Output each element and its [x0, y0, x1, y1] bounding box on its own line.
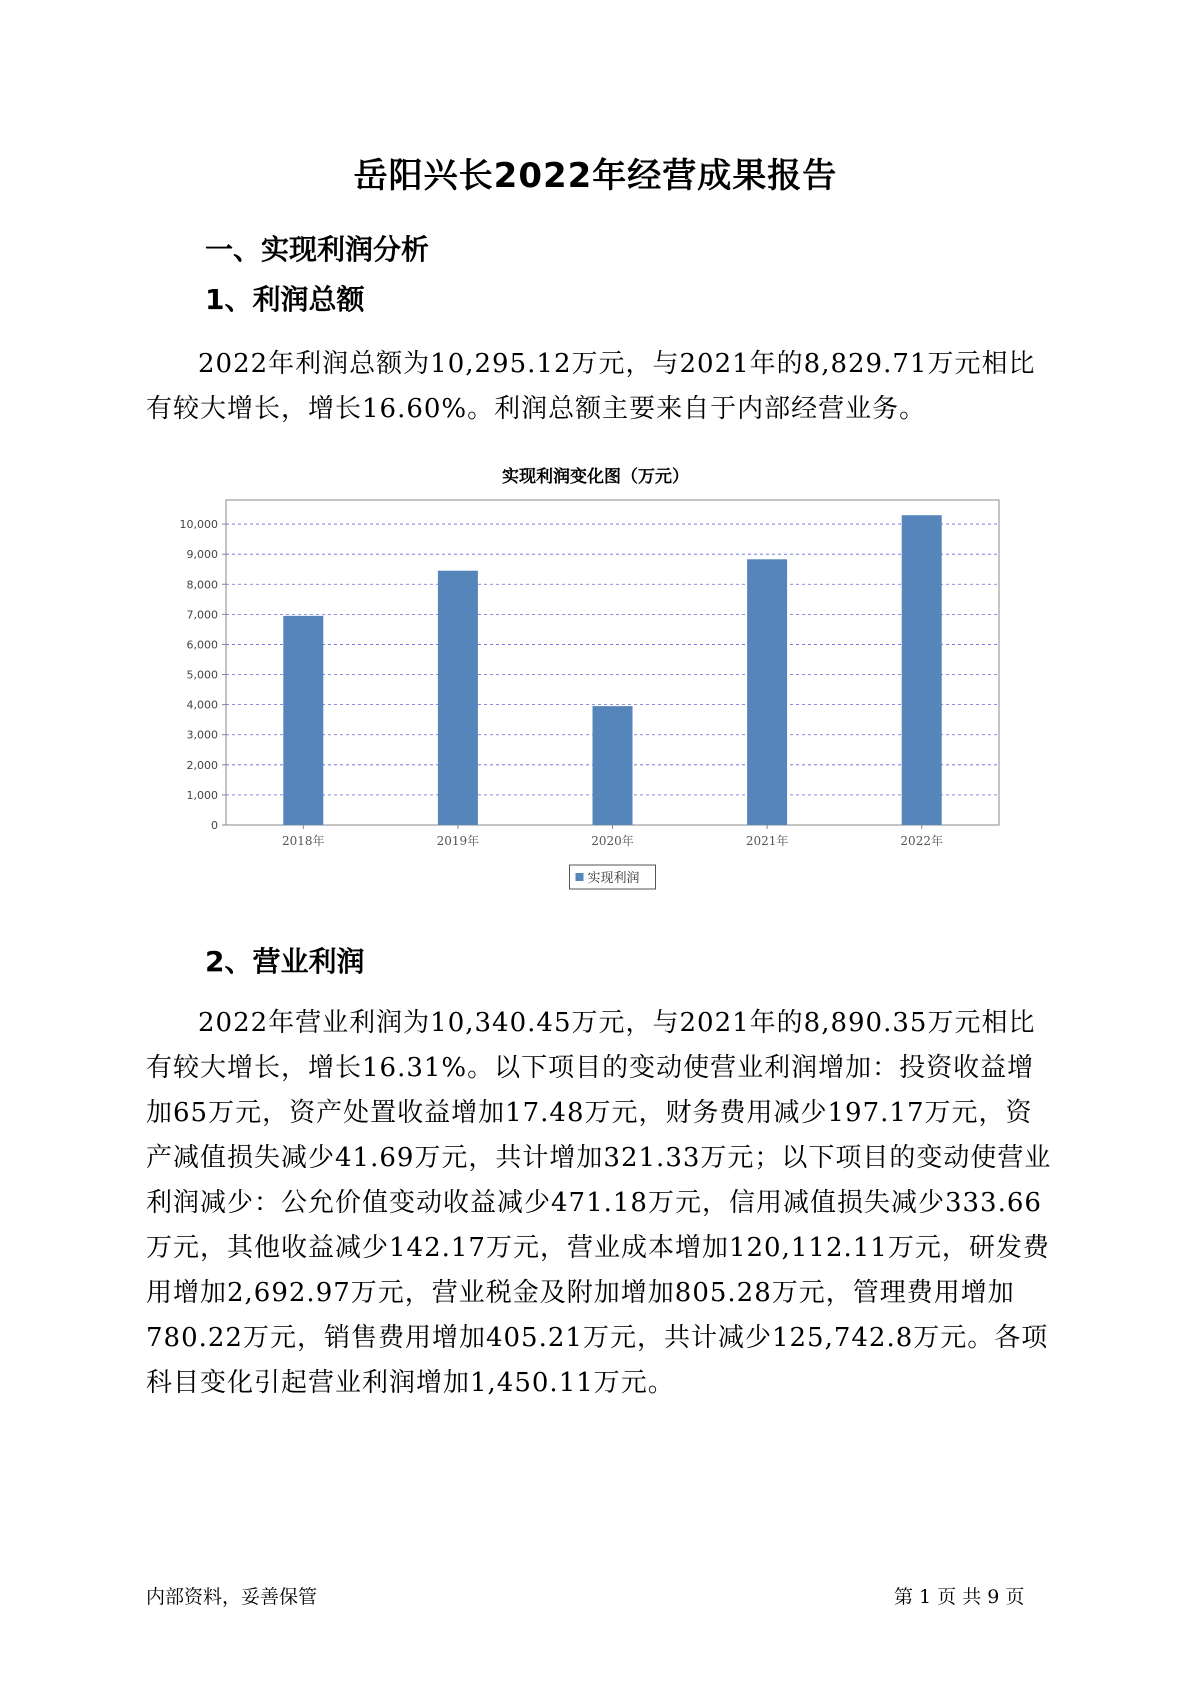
x-tick-label: 2020年	[591, 834, 634, 848]
bar	[747, 559, 787, 825]
y-tick-label: 1,000	[186, 788, 218, 802]
x-tick-label: 2018年	[282, 834, 325, 848]
footer-confidential-note: 内部资料，妥善保管	[146, 1586, 318, 1608]
y-tick-label: 2,000	[186, 758, 218, 772]
y-tick-label: 3,000	[186, 728, 218, 742]
legend-label: 实现利润	[587, 871, 640, 886]
bar	[902, 515, 942, 825]
bar	[283, 616, 323, 825]
document-title: 岳阳兴长2022年经营成果报告	[353, 156, 838, 196]
bar-chart	[160, 490, 1030, 910]
x-tick-label: 2022年	[900, 834, 943, 848]
bar	[593, 706, 633, 825]
y-tick-label: 9,000	[186, 548, 218, 562]
page-number: 第 1 页 共 9 页	[894, 1586, 1025, 1608]
y-tick-label: 8,000	[186, 578, 218, 592]
y-tick-label: 0	[211, 819, 218, 832]
y-tick-label: 4,000	[186, 698, 218, 712]
paragraph: 2022年营业利润为10,340.45万元，与2021年的8,890.35万元相比有较大增长，增长16.31%。以下项目的变动使营业利润增加：投资收益增加65万元，资产处置收益增加17.48万元，财务费用减少197.17万元，资产减值损失减少41.69万元，共计增加321.33万元；以下项目的变动使营业利润减少：公允价值变动收益减少471.18万元，信用减值损失减少333.66万元，其他收益减少142.17万元，营业成本增加120,112.11万元，研发费用增加2,692.97万元，营业税金及附加增加805.28万元，管理费用增加780.22万元，销售费用增加405.21万元，共计减少125,742.8万元。各项科目变化引起营业利润增加1,450.11万元。	[146, 1008, 1052, 1398]
subsection-heading: 2、营业利润	[205, 945, 365, 978]
x-tick-label: 2019年	[436, 834, 480, 848]
y-tick-label: 7,000	[186, 608, 218, 622]
bar	[438, 571, 478, 825]
section-heading: 一、实现利润分析	[205, 233, 430, 266]
y-tick-label: 6,000	[186, 638, 218, 652]
legend-swatch	[576, 873, 584, 881]
y-tick-label: 10,000	[179, 518, 218, 532]
x-tick-label: 2021年	[745, 834, 789, 848]
y-tick-label: 5,000	[186, 668, 218, 682]
chart-title: 实现利润变化图（万元）	[502, 467, 689, 487]
subsection-heading: 1、利润总额	[205, 283, 365, 316]
paragraph: 2022年利润总额为10,295.12万元，与2021年的8,829.71万元相比有较大增长，增长16.60%。利润总额主要来自于内部经营业务。	[146, 349, 1036, 424]
